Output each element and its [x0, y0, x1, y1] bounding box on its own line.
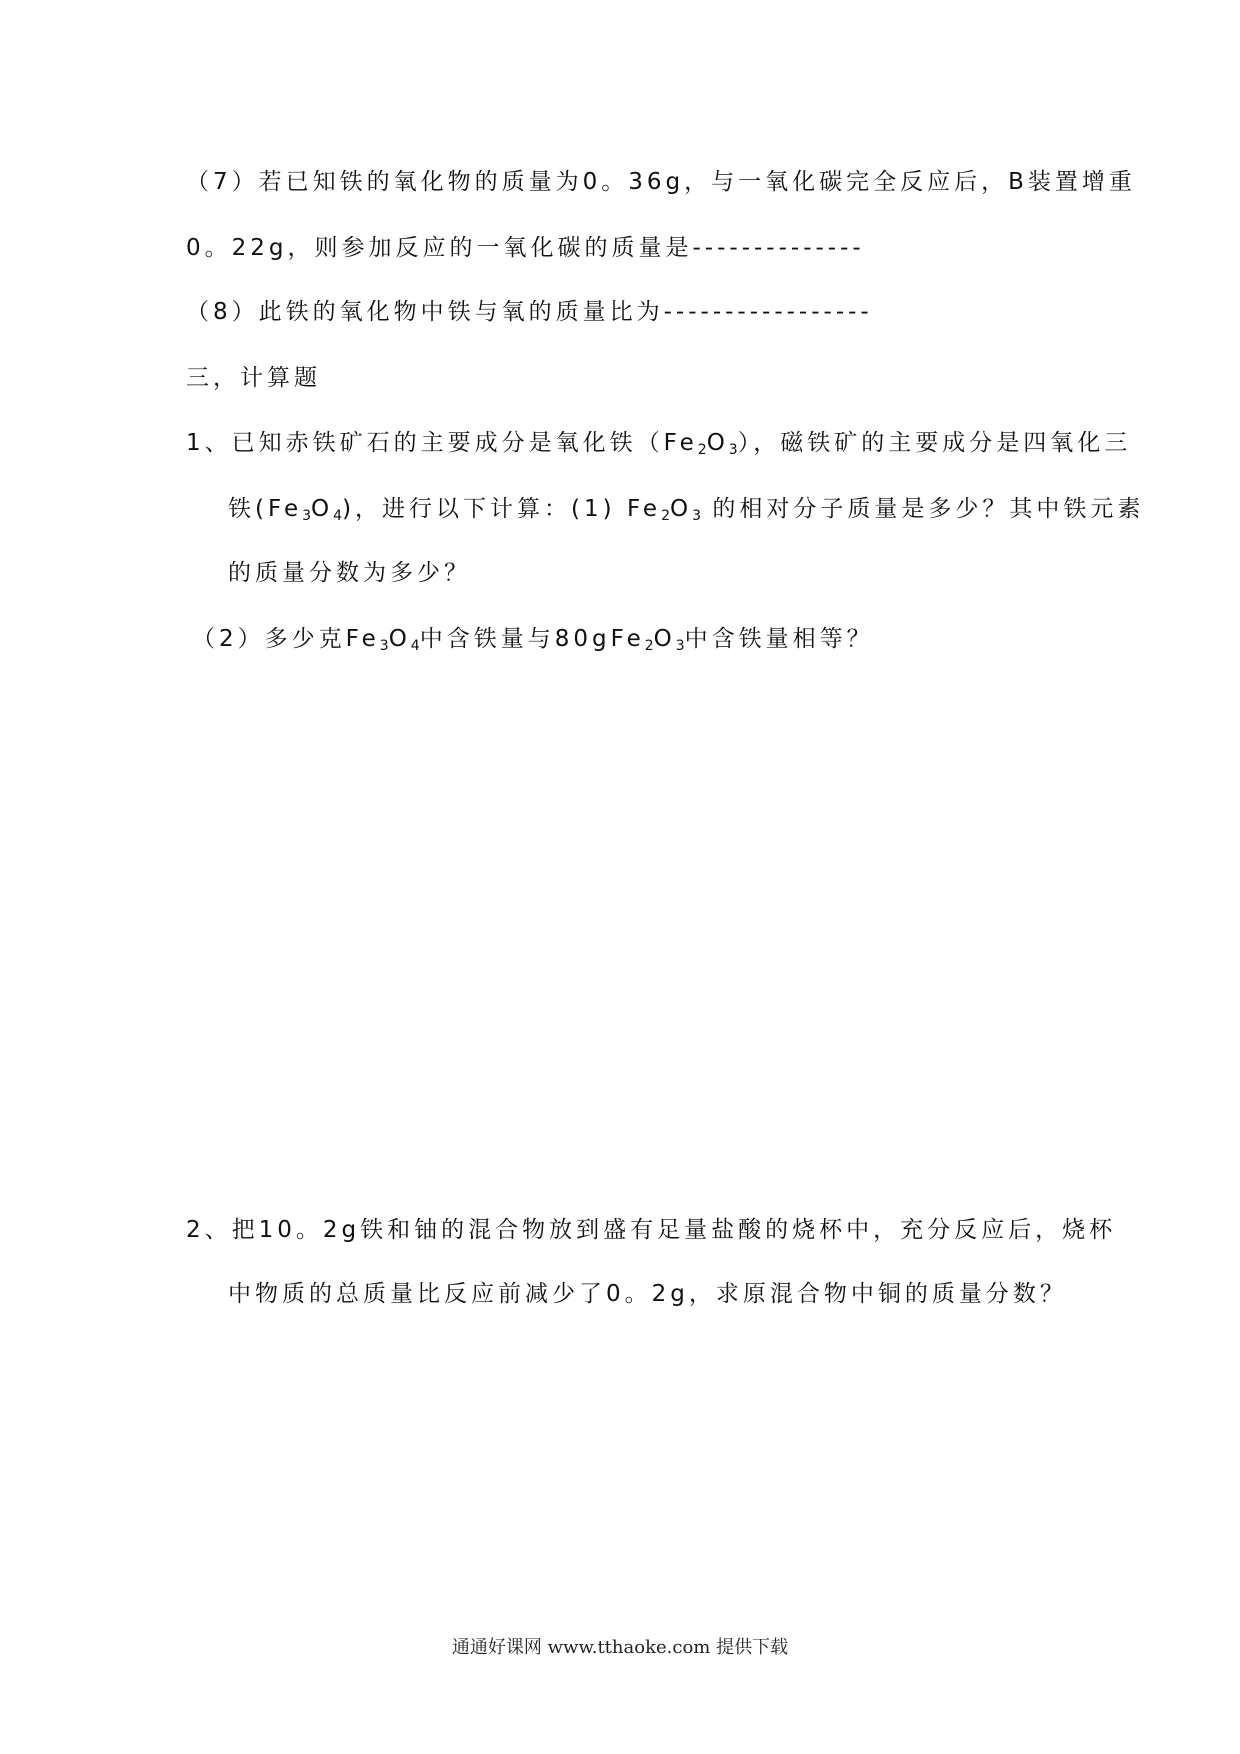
question-7-line-1: （7）若已知铁的氧化物的质量为0。36g，与一氧化碳完全反应后，B装置增重	[186, 169, 1136, 195]
formula-fe: Fe	[610, 626, 645, 652]
formula-o-subscript: 4	[410, 638, 420, 654]
formula-fe: Fe	[663, 430, 698, 456]
formula-fe-subscript: 2	[644, 638, 654, 654]
footer-text: 通通好课网 www.tthaoke.com 提供下载	[451, 1637, 789, 1658]
sub-2-part-c: 中含铁量相等？	[684, 626, 874, 652]
sub-2-part-a: （2）多少克	[192, 626, 346, 652]
formula-o: O	[706, 430, 729, 456]
problem-2-line-1: 2、把10。2g铁和铀的混合物放到盛有足量盐酸的烧杯中，充分反应后，烧杯	[186, 1217, 1117, 1243]
formula-fe: Fe	[626, 496, 662, 522]
formula-fe: Fe	[345, 626, 380, 652]
problem-1-line-2	[228, 494, 1144, 524]
formula-o: O	[311, 496, 334, 522]
problem-1-line-3: 的质量分数为多少？	[228, 560, 471, 586]
problem-1-subquestion-2	[192, 624, 874, 654]
formula-fe-subscript: 3	[379, 638, 389, 654]
formula-o-subscript: 3	[728, 442, 738, 458]
problem-1-line-1-end: ），磁铁矿的主要成分是四氧化三	[737, 430, 1132, 456]
formula-fe-subscript: 3	[302, 508, 312, 524]
line-2-part-a: 铁(	[228, 496, 268, 522]
line-2-part-c: 的相对分子质量是多少？其中铁元素	[701, 496, 1145, 522]
sub-2-part-b: 中含铁量与80g	[419, 626, 611, 652]
section-three-heading: 三，计算题	[186, 365, 321, 391]
formula-o-subscript: 4	[333, 508, 343, 524]
formula-o: O	[669, 496, 693, 522]
question-7-line-2: 0。22g，则参加反应的一氧化碳的质量是--------------	[186, 235, 865, 261]
problem-1-line-1	[186, 428, 1131, 458]
formula-o-subscript: 3	[692, 508, 702, 524]
question-8-line: （8）此铁的氧化物中铁与氧的质量比为-----------------	[186, 299, 873, 325]
problem-2-line-2: 中物质的总质量比反应前减少了0。2g，求原混合物中铜的质量分数？	[228, 1281, 1067, 1307]
formula-fe-subscript: 2	[661, 508, 670, 524]
formula-o-subscript: 3	[675, 638, 685, 654]
line-2-part-b: )，进行以下计算：(1)	[342, 496, 627, 522]
problem-1-line-1-text: 1、已知赤铁矿石的主要成分是氧化铁（	[186, 430, 664, 456]
formula-o: O	[653, 626, 676, 652]
formula-fe-subscript: 2	[697, 442, 707, 458]
formula-o: O	[388, 626, 411, 652]
formula-fe: Fe	[267, 496, 303, 522]
